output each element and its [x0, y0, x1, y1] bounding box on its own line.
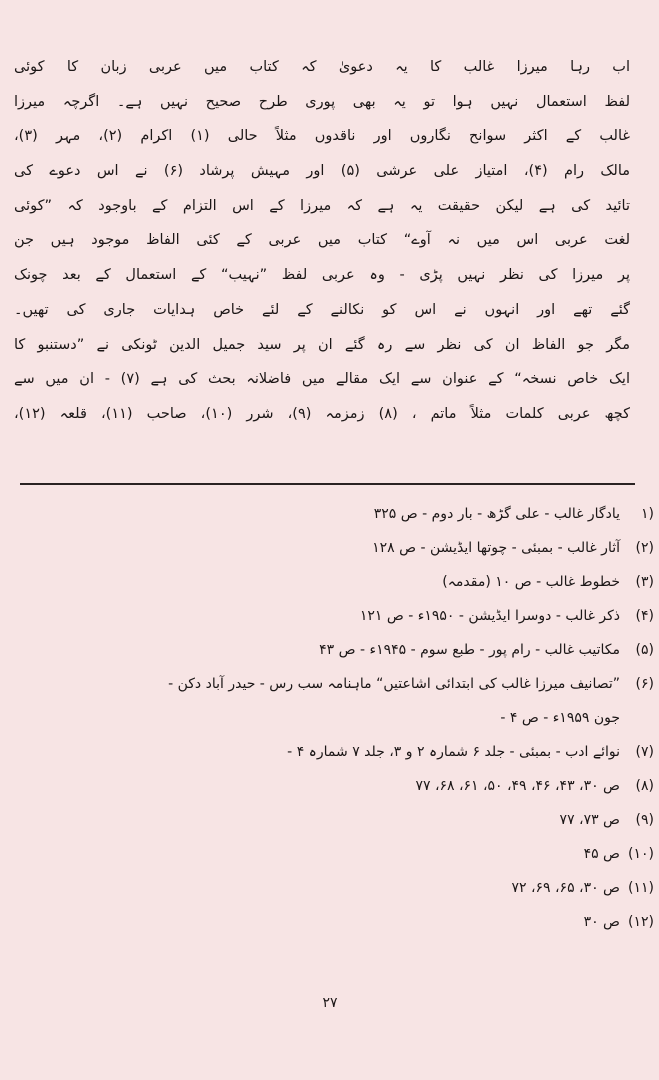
- footnote-continuation: [40, 701, 654, 735]
- footnote-number: (۴): [635, 608, 654, 624]
- footnote: [40, 905, 654, 939]
- footnote: [40, 565, 654, 599]
- footnote-text: ص ۳۰، ۶۵، ۶۹، ۷۲: [511, 880, 620, 896]
- footnote-text: ص ۳۰، ۴۳، ۴۶، ۴۹، ۵۰، ۶۱، ۶۸، ۷۷: [415, 778, 620, 794]
- footnote-text: جون ۱۹۵۹ء - ص ۴ -: [500, 710, 620, 726]
- footnote-text: یادگار غالب - علی گڑھ - بار دوم - ص ۳۲۵: [373, 506, 620, 522]
- footnote: [40, 769, 654, 803]
- footnote: [40, 531, 654, 565]
- paragraph-line: تائید کی ہے لیکن حقیقت یہ ہے کہ میرزا کے اس التزام کے باوجود کہ ”کوئی: [14, 197, 630, 214]
- footnote: [40, 599, 654, 633]
- footnote-divider: [20, 483, 635, 485]
- footnote: [40, 837, 654, 871]
- paragraph-line: مالک رام (۴)، امتیاز علی عرشی (۵) اور مہیش پرشاد (۶) نے اس دعوے کی: [14, 163, 630, 180]
- paragraph-line: لغت عربی اس میں نہ آوے“ کتاب میں عربی کے کئی الفاظ موجود ہیں جن: [14, 232, 630, 249]
- footnote-text: مکاتیب غالب - رام پور - طبع سوم - ۱۹۴۵ء - ص ۴۳: [319, 642, 620, 658]
- footnote: [40, 667, 654, 701]
- footnote-text: ص ۷۳، ۷۷: [559, 812, 620, 828]
- paragraph-line: مگر جو الفاظ ان کی نظر سے رہ گئے ان پر سید جمیل الدین ٹونکی نے ”دستنبو کا: [14, 336, 630, 353]
- footnote-number: (۶): [635, 676, 654, 692]
- footnote-number: (۱: [641, 506, 654, 522]
- footnote-number: (۷): [635, 744, 654, 760]
- footnote: [40, 633, 654, 667]
- footnote-number: (۱۲): [628, 914, 654, 930]
- paragraph-line: لفظ استعمال نہیں ہوا تو یہ بھی پوری طرح صحیح نہیں ہے۔ اگرچہ میرزا: [14, 93, 630, 110]
- paragraph-line: اب رہا میرزا غالب کا یہ دعویٰ کہ کتاب میں عربی زبان کا کوئی: [14, 59, 630, 75]
- footnote-text: ص ۴۵: [583, 846, 620, 862]
- main-paragraph: [14, 50, 630, 432]
- paragraph-line: ایک خاص نسخہ“ کے عنوان سے ایک مقالے میں فاضلانہ بحث کی ہے (۷) - ان میں سے: [14, 371, 630, 388]
- paragraph-line: کچھ عربی کلمات مثلاً ماتم ، (۸) زمزمہ (۹)، شرر (۱۰)، صاحب (۱۱)، قلعہ (۱۲)،: [14, 405, 630, 422]
- footnote-number: (۳): [635, 574, 654, 590]
- footnote-number: (۱۰): [628, 846, 654, 862]
- paragraph-line: گئے تھے اور انہوں نے اس کو نکالنے کے لئے خاص ہدایات جاری کی تھیں۔: [14, 301, 630, 318]
- footnote-text: ص ۳۰: [583, 914, 620, 930]
- footnote-text: نوائے ادب - بمبئی - جلد ۶ شمارہ ۲ و ۳، جلد ۷ شمارہ ۴ -: [287, 744, 620, 760]
- footnote-number: (۱۱): [628, 880, 654, 896]
- footnote-number: (۸): [635, 778, 654, 794]
- footnotes-list: [40, 497, 654, 939]
- footnote-number: (۵): [635, 642, 654, 658]
- paragraph-line: پر میرزا کی نظر نہیں پڑی - وہ عربی لفظ ”نہیب“ کے استعمال کے بعد چونک: [14, 267, 630, 284]
- footnote-number: (۹): [635, 812, 654, 828]
- page-number: ۲۷: [322, 995, 338, 1011]
- footnote-text: ذکر غالب - دوسرا ایڈیشن - ۱۹۵۰ء - ص ۱۲۱: [359, 608, 620, 624]
- paragraph-line: غالب کے اکثر سوانح نگاروں اور ناقدوں مثلاً حالی (۱) اکرام (۲)، مہر (۳)،: [14, 128, 630, 145]
- footnote: [40, 803, 654, 837]
- footnote-number: (۲): [635, 540, 654, 556]
- footnote: [40, 735, 654, 769]
- footnote-text: آثار غالب - بمبئی - چوتھا ایڈیشن - ص ۱۲۸: [372, 540, 620, 556]
- footnote-text: خطوط غالب - ص ۱۰ (مقدمہ): [442, 574, 620, 590]
- footnote-text: ”تصانیف میرزا غالب کی ابتدائی اشاعتیں“ ماہنامہ سب رس - حیدر آباد دکن -: [168, 676, 620, 692]
- footnote: [40, 497, 654, 531]
- footnote: [40, 871, 654, 905]
